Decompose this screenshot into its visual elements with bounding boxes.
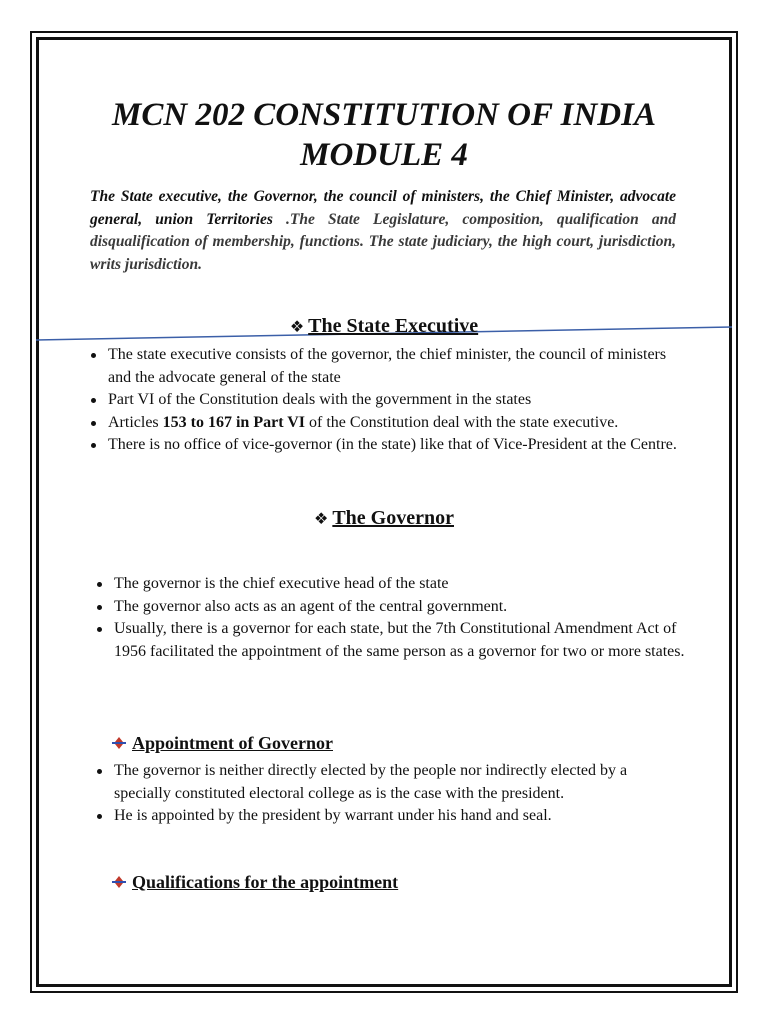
list-item: Usually, there is a governor for each state, but the 7th Constitutional Amendment Act of 1956 facilitated the appointment of the same person as a governor for two or more states. (96, 618, 686, 663)
list-item: Articles 153 to 167 in Part VI of the Constitution deal with the state executive. (90, 412, 680, 435)
appointment-list (96, 760, 686, 828)
arrow-bullet-icon (112, 875, 126, 889)
list-item: There is no office of vice-governor (in the state) like that of Vice-President at the Centre. (90, 434, 680, 457)
article-range: 153 to 167 in Part VI (162, 413, 306, 431)
list-item: He is appointed by the president by warrant under his hand and seal. (96, 805, 686, 828)
document-title (36, 95, 732, 175)
title-line-1: MCN 202 CONSTITUTION OF INDIA (112, 97, 656, 133)
list-item: The governor is neither directly elected by the people nor indirectly elected by a specially constituted electoral college as is the case with the president. (96, 760, 686, 805)
module-syllabus-summary (90, 186, 676, 276)
heading-qualifications: Qualifications for the appointment (112, 872, 398, 893)
list-item: The state executive consists of the governor, the chief minister, the council of ministers and the advocate general of the state (90, 344, 680, 389)
syllabus-rest: .The State Legislature, composition, qualification and disqualification of membership, functions. The state judiciary, the high court, jurisdiction, writs jurisdiction. (90, 210, 676, 273)
list-item: The governor is the chief executive head of the state (96, 573, 686, 596)
governor-list (96, 573, 686, 663)
list-item: Part VI of the Constitution deals with the government in the states (90, 389, 680, 412)
four-diamond-icon: ❖ (314, 509, 329, 528)
four-diamond-icon: ❖ (289, 317, 305, 336)
title-line-2: MODULE 4 (300, 137, 468, 173)
syllabus-lead: The State executive, the Governor, the council of ministers, the Chief Minister, advocate general, union Territories (90, 188, 676, 228)
arrow-bullet-icon (112, 736, 126, 750)
heading-governor: ❖ The Governor (314, 507, 454, 529)
list-item: The governor also acts as an agent of the central government. (96, 596, 686, 619)
heading-state-executive: ❖ The State Executive (289, 315, 479, 337)
state-executive-list (90, 344, 680, 457)
heading-appointment-of-governor: Appointment of Governor (112, 733, 333, 754)
